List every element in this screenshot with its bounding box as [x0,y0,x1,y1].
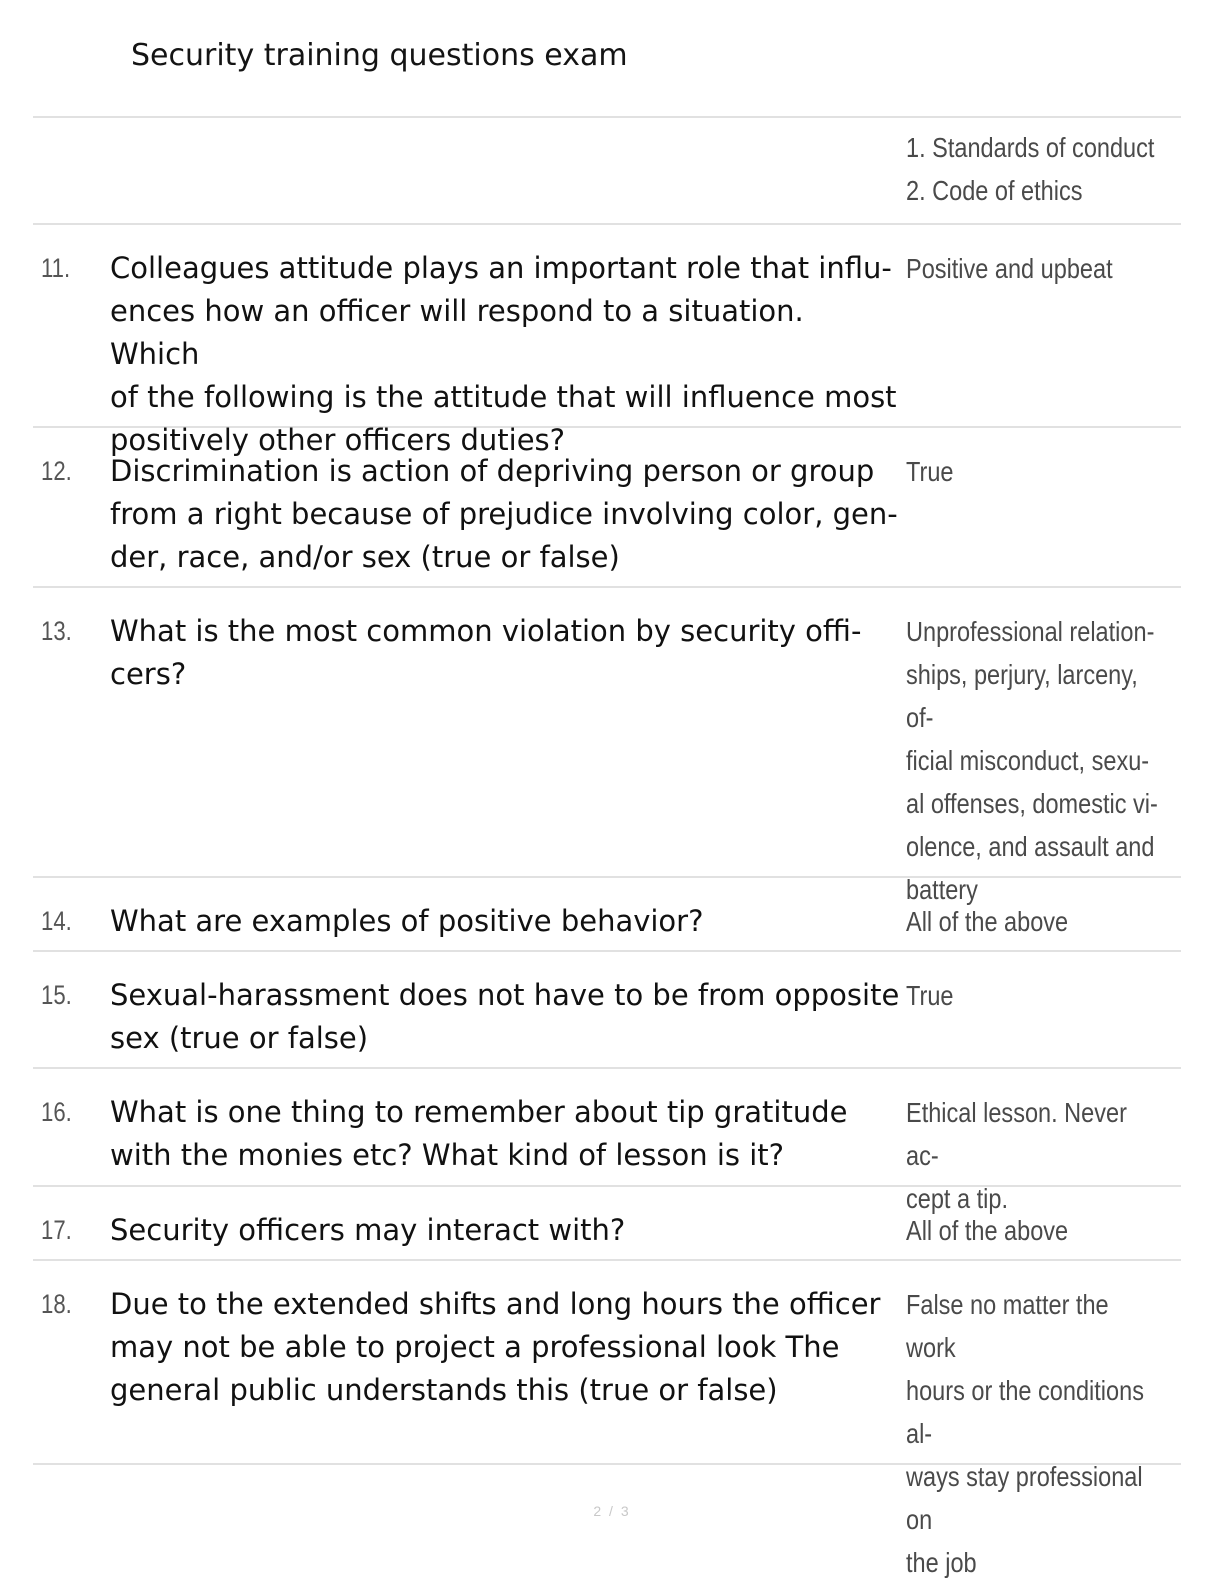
question-row-13 [33,588,1181,905]
answer-text: False no matter the work hours or the conditions al- ways stay professional on the job [906,1289,1144,1578]
question-number: 11. [41,253,71,283]
question-row-11 [33,225,1181,457]
question-text: Discrimination is action of depriving person or group from a right because of prejudice involving color, gen- der, race, and/or sex (true or false) [110,454,898,574]
question-text: Due to the extended shifts and long hours the officer may not be able to project a professional look The general public understands this (true or false) [110,1287,881,1407]
answer-text: True [906,456,954,487]
answer-text: Positive and upbeat [906,253,1113,284]
question-row-15 [33,952,1181,1069]
answer-text: All of the above [906,906,1069,937]
answer-text: Ethical lesson. Never ac- cept a tip. [906,1097,1127,1214]
page-number: 2 / 3 [593,1503,631,1519]
question-number: 13. [41,616,72,646]
question-row-14 [33,878,1181,952]
question-number: 14. [41,906,72,936]
question-number: 12. [41,456,72,486]
answer-text: All of the above [906,1215,1069,1246]
continued-answer-text: 1. Standards of conduct 2. Code of ethics [906,132,1155,206]
question-number: 17. [41,1215,72,1245]
question-text: What is one thing to remember about tip gratitude with the monies etc? What kind of lesson is it? [110,1095,848,1172]
question-text: What is the most common violation by security offi- cers? [110,614,862,691]
answer-text: Unprofessional relation- ships, perjury, larceny, of- ficial misconduct, sexu- al offenses, domestic vi- olence, and assault and battery [906,616,1158,905]
document-title: Security training questions exam [131,38,628,73]
question-number: 16. [41,1097,72,1127]
question-number: 18. [41,1289,72,1319]
question-number: 15. [41,980,72,1010]
question-row-17 [33,1187,1181,1261]
answer-text: True [906,980,954,1011]
continued-answer-row [33,116,1181,225]
question-row-16 [33,1069,1181,1214]
question-text: What are examples of positive behavior? [110,904,704,938]
question-text: Security officers may interact with? [110,1213,626,1247]
question-row-12 [33,428,1181,588]
question-text: Sexual-harassment does not have to be from opposite sex (true or false) [110,978,900,1055]
question-text: Colleagues attitude plays an important role that influ- ences how an officer will respond to a situation. Which of the following is the attitude that will influence most positively other officers duties? [110,251,897,457]
